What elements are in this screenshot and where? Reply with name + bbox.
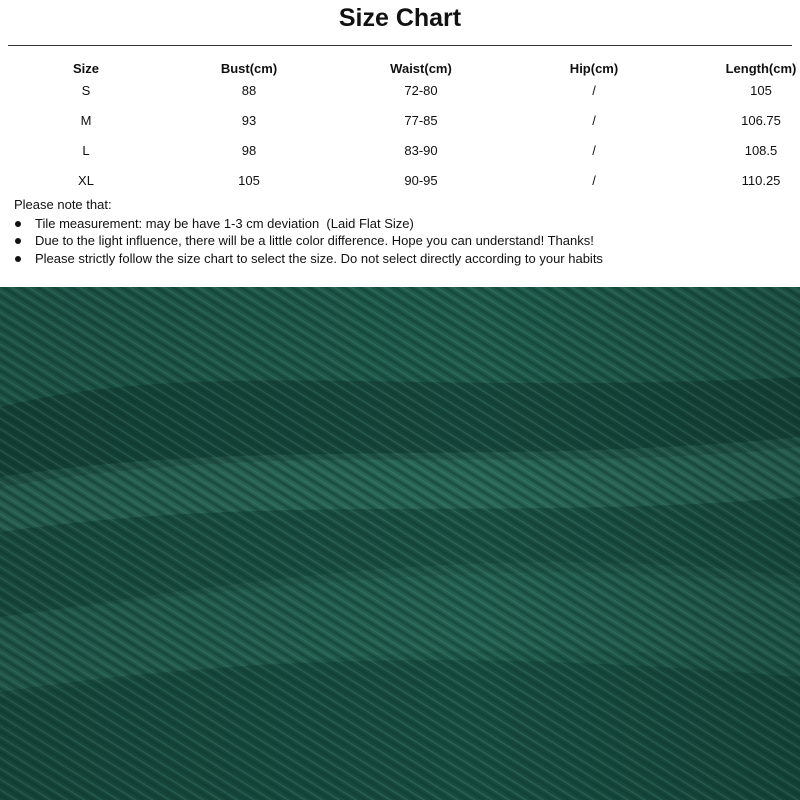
notes-section bbox=[14, 196, 794, 267]
note-item bbox=[14, 215, 794, 233]
length-cell: 110.25 bbox=[741, 173, 781, 188]
table-row bbox=[0, 80, 800, 110]
size-cell: L bbox=[82, 143, 90, 158]
hip-cell: / bbox=[592, 83, 596, 98]
ribbed-fabric-photo bbox=[0, 287, 800, 800]
bust-cell: 105 bbox=[238, 173, 260, 188]
bullet-icon bbox=[15, 221, 21, 227]
length-cell: 105 bbox=[750, 83, 772, 98]
waist-cell: 77-85 bbox=[404, 113, 438, 128]
waist-cell: 90-95 bbox=[404, 173, 438, 188]
bust-cell: 93 bbox=[241, 113, 257, 128]
bullet-icon bbox=[15, 238, 21, 244]
hip-cell: / bbox=[592, 143, 596, 158]
note-item bbox=[14, 232, 794, 250]
table-header-row bbox=[0, 58, 800, 80]
notes-heading: Please note that: bbox=[14, 197, 112, 212]
bust-cell: 88 bbox=[241, 83, 257, 98]
bust-cell: 98 bbox=[241, 143, 257, 158]
bullet-icon bbox=[15, 256, 21, 262]
header-length: Length(cm) bbox=[725, 61, 797, 76]
size-cell: S bbox=[81, 83, 91, 98]
note-item bbox=[14, 250, 794, 268]
title-divider bbox=[8, 45, 792, 46]
note-text: Tile measurement: may be have 1-3 cm deviation (Laid Flat Size) bbox=[35, 215, 414, 231]
hip-cell: / bbox=[592, 173, 596, 188]
table-row bbox=[0, 140, 800, 170]
size-cell: M bbox=[80, 113, 92, 128]
size-cell: XL bbox=[78, 173, 94, 188]
length-cell: 108.5 bbox=[744, 143, 778, 158]
header-bust: Bust(cm) bbox=[220, 61, 278, 76]
length-cell: 106.75 bbox=[741, 113, 781, 128]
note-text: Due to the light influence, there will be a little color difference. Hope you can understand! Thanks! bbox=[35, 233, 594, 248]
header-waist: Waist(cm) bbox=[390, 61, 452, 76]
waist-cell: 83-90 bbox=[404, 143, 438, 158]
hip-cell: / bbox=[592, 113, 596, 128]
waist-cell: 72-80 bbox=[404, 83, 438, 98]
header-hip: Hip(cm) bbox=[569, 61, 619, 76]
note-text: Please strictly follow the size chart to select the size. Do not select directly according to your habits bbox=[35, 250, 603, 266]
header-size: Size bbox=[72, 61, 100, 76]
size-chart-title: Size Chart bbox=[338, 4, 462, 32]
size-table bbox=[0, 58, 800, 200]
table-row bbox=[0, 110, 800, 140]
